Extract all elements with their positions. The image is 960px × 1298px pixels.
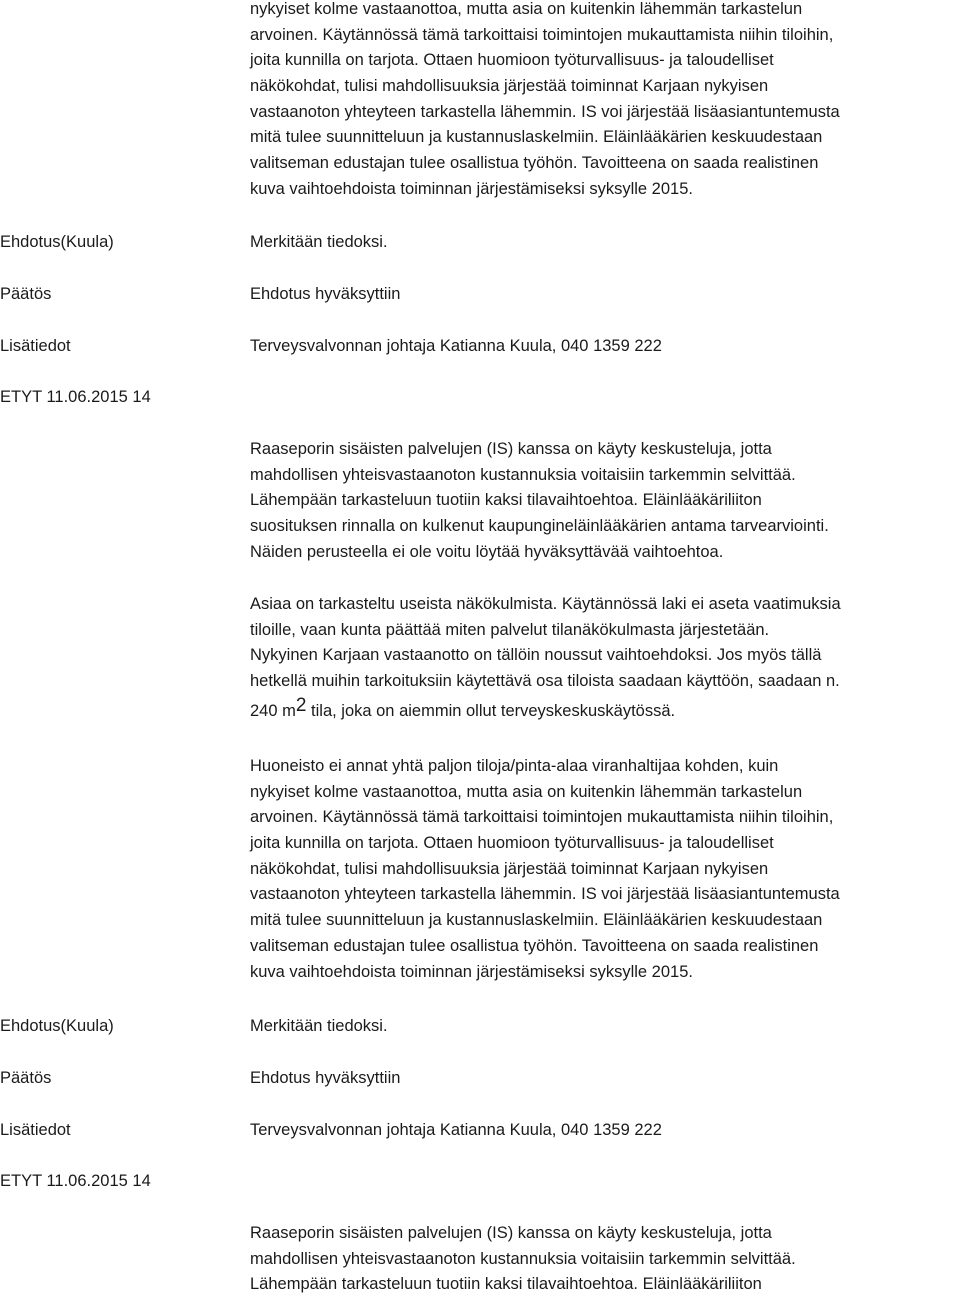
etyt-heading: ETYT 11.06.2015 14 (0, 1172, 151, 1190)
text-line: Näiden perusteella ei ole voitu löytää hyväksyttävää vaihtoehtoa. (250, 542, 724, 561)
superscript-two: 2 (295, 694, 307, 716)
lisatiedot-value: Terveysvalvonnan johtaja Katianna Kuula, 040 1359 222 (250, 337, 662, 355)
text-line: suosituksen rinnalla on kulkenut kaupungineläinlääkärien antama tarvearviointi. (250, 517, 829, 536)
ehdotus-value: Merkitään tiedoksi. (250, 1017, 388, 1035)
text-line: näkökohdat, tulisi mahdollisuuksia järjestää toiminnat Karjaan nykyisen (250, 859, 769, 878)
text-line: mahdollisen yhteisvastaanoton kustannuksia voitaisiin tarkemmin selvittää. (250, 465, 796, 484)
text-line: mitä tulee suunnitteluun ja kustannuslaskelmiin. Eläinlääkärien keskuudestaan (250, 128, 823, 147)
text-line: arvoinen. Käytännössä tämä tarkoittaisi toimintojen mukauttamista niihin tiloihin, (250, 808, 834, 827)
top-paragraph (250, 0, 960, 203)
text-line: vastaanoton yhteyteen tarkastella lähemmin. IS voi järjestää lisäasiantuntemusta (250, 102, 840, 121)
text-line: vastaanoton yhteyteen tarkastella lähemmin. IS voi järjestää lisäasiantuntemusta (250, 885, 840, 904)
text-line: kuva vaihtoehdoista toiminnan järjestämiseksi syksylle 2015. (250, 179, 693, 198)
lisatiedot-label: Lisätiedot (0, 337, 71, 355)
paragraph-is-discussions (250, 437, 960, 565)
ehdotus-label: Ehdotus(Kuula) (0, 1017, 114, 1035)
paatos-value: Ehdotus hyväksyttiin (250, 1069, 401, 1087)
text-line: arvoinen. Käytännössä tämä tarkoittaisi toimintojen mukauttamista niihin tiloihin, (250, 25, 834, 44)
text-line: Raaseporin sisäisten palvelujen (IS) kanssa on käyty keskusteluja, jotta (250, 1224, 772, 1242)
text-line: hetkellä muihin tarkoituksiin käytettävä osa tiloista saadaan käyttöön, saadaan n. (250, 672, 840, 691)
paragraph-is-discussions-repeat (250, 1221, 960, 1298)
text-line: joita kunnilla on tarjota. Ottaen huomioon työturvallisuus- ja taloudelliset (250, 834, 774, 853)
ehdotus-value: Merkitään tiedoksi. (250, 233, 388, 251)
text-line: valitseman edustajan tulee osallistua työhön. Tavoitteena on saada realistinen (250, 154, 819, 173)
text-line: Raaseporin sisäisten palvelujen (IS) kanssa on käyty keskusteluja, jotta (250, 440, 772, 458)
paragraph-perspectives (250, 592, 960, 724)
text-line: kuva vaihtoehdoista toiminnan järjestämiseksi syksylle 2015. (250, 962, 693, 981)
text-line: nykyiset kolme vastaanottoa, mutta asia on kuitenkin lähemmän tarkastelun (250, 0, 803, 18)
paatos-value: Ehdotus hyväksyttiin (250, 285, 401, 303)
text-line: mitä tulee suunnitteluun ja kustannuslaskelmiin. Eläinlääkärien keskuudestaan (250, 911, 823, 930)
text-line: Asiaa on tarkasteltu useista näkökulmista. Käytännössä laki ei aseta vaatimuksia (250, 595, 841, 613)
text-line: mahdollisen yhteisvastaanoton kustannuksia voitaisiin tarkemmin selvittää. (250, 1249, 796, 1268)
text-line-area: 240 $m^2$ tila, joka on aiemmin ollut terveyskeskuskäytössä. (250, 694, 676, 720)
lisatiedot-label: Lisätiedot (0, 1121, 71, 1139)
text-line: Huoneisto ei annat yhtä paljon tiloja/pinta-alaa viranhaltijaa kohden, kuin (250, 757, 779, 775)
paragraph-premises (250, 754, 960, 985)
text-line: valitseman edustajan tulee osallistua työhön. Tavoitteena on saada realistinen (250, 936, 819, 955)
text-line: näkökohdat, tulisi mahdollisuuksia järjestää toiminnat Karjaan nykyisen (250, 77, 769, 96)
paatos-label: Päätös (0, 1069, 52, 1087)
text-line: tiloille, vaan kunta päättää miten palvelut tilanäkökulmasta järjestetään. (250, 620, 770, 639)
lisatiedot-value: Terveysvalvonnan johtaja Katianna Kuula, 040 1359 222 (250, 1121, 662, 1139)
etyt-heading: ETYT 11.06.2015 14 (0, 388, 151, 406)
text-line: Nykyinen Karjaan vastaanotto on tällöin noussut vaihtoehdoksi. Jos myös tällä (250, 646, 822, 665)
ehdotus-label: Ehdotus(Kuula) (0, 233, 114, 251)
paatos-label: Päätös (0, 285, 52, 303)
text-line: Lähempään tarkasteluun tuotiin kaksi tilavaihtoehtoa. Eläinlääkäriliiton (250, 1275, 762, 1294)
text-line: Lähempään tarkasteluun tuotiin kaksi tilavaihtoehtoa. Eläinlääkäriliiton (250, 491, 762, 510)
text-line: joita kunnilla on tarjota. Ottaen huomioon työturvallisuus- ja taloudelliset (250, 51, 774, 70)
text-line: nykyiset kolme vastaanottoa, mutta asia on kuitenkin lähemmän tarkastelun (250, 782, 803, 801)
